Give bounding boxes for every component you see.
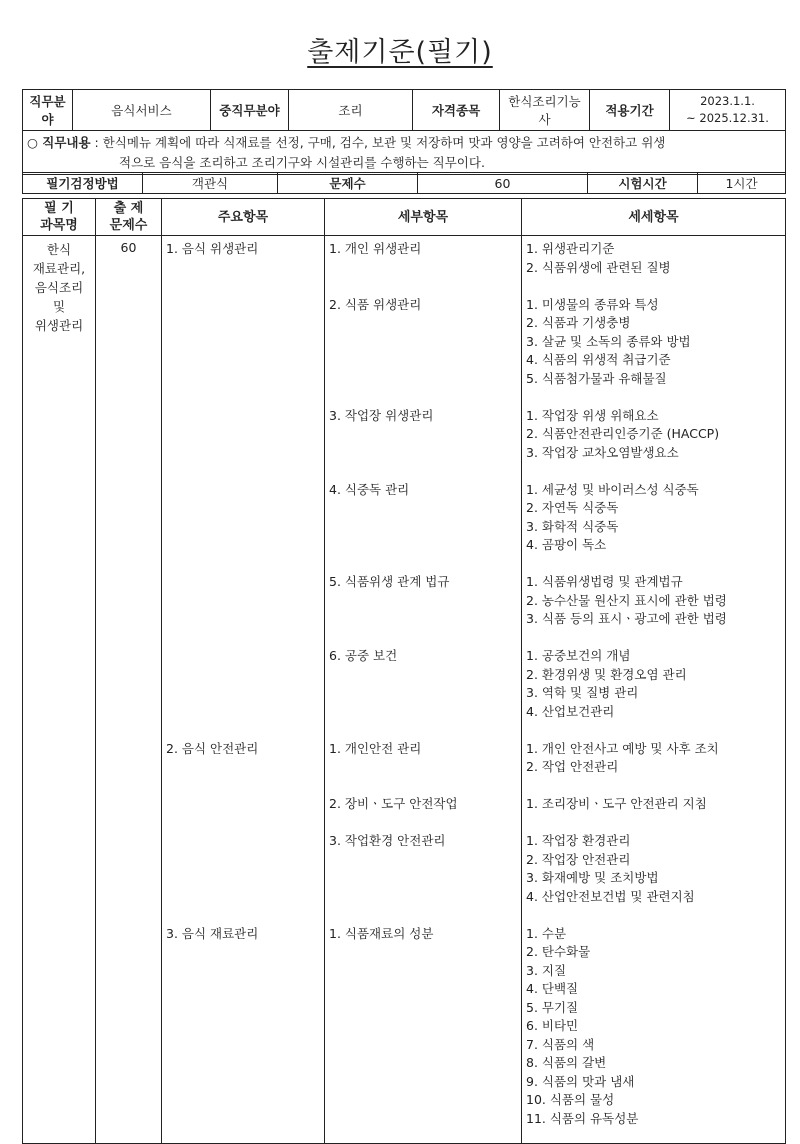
detail-item: 1. 위생관리기준 xyxy=(526,241,615,256)
job-field-label: 직무분야 xyxy=(23,90,73,131)
detail-item: 8. 식품의 갈변 xyxy=(526,1055,607,1070)
detail-item: 2. 작업 안전관리 xyxy=(526,759,619,774)
header-sub-items: 세부항목 xyxy=(325,199,522,236)
detail-item: 4. 단백질 xyxy=(526,981,579,996)
detail-item: 2. 작업장 안전관리 xyxy=(526,851,631,867)
time-label: 시험시간 xyxy=(588,173,698,194)
detail-item: 4. 곰팡이 독소 xyxy=(526,537,607,552)
main-item: 1. 음식 위생관리 xyxy=(166,241,259,256)
detail-item: 4. 산업안전보건법 및 관련지침 xyxy=(526,888,695,904)
detail-item: 2. 식품과 기생충병 xyxy=(526,315,631,330)
detail-item: 5. 식품첨가물과 유해물질 xyxy=(526,370,667,386)
exam-method-table xyxy=(22,172,786,194)
subject-line: 재료관리, xyxy=(32,261,86,276)
detail-item: 7. 식품의 색 xyxy=(526,1036,595,1052)
detail-item: 3. 역학 및 질병 관리 xyxy=(526,685,639,700)
detail-item: 3. 지질 xyxy=(526,962,567,978)
question-count-cell xyxy=(96,236,162,1144)
detail-item: 4. 식품의 위생적 취급기준 xyxy=(526,352,671,367)
subject-line: 음식조리 xyxy=(34,280,84,295)
count-label: 문제수 xyxy=(278,173,418,194)
subject-cell xyxy=(23,236,96,1144)
period-value xyxy=(670,90,786,131)
detail-item: 2. 자연독 식중독 xyxy=(526,500,619,515)
sub-item: 1. 개인 위생관리 xyxy=(329,241,422,256)
header-details: 세세항목 xyxy=(522,199,786,236)
job-field-value: 음식서비스 xyxy=(73,90,211,131)
detail-item: 1. 식품위생법령 및 관계법규 xyxy=(526,574,683,589)
sub-item: 3. 작업환경 안전관리 xyxy=(329,833,446,848)
header-subject-line2: 과목명 xyxy=(40,218,78,233)
header-count xyxy=(96,199,162,236)
duties-cell xyxy=(23,131,786,175)
detail-item: 1. 미생물의 종류와 특성 xyxy=(526,296,659,312)
detail-item: 3. 화학적 식중독 xyxy=(526,518,619,534)
detail-item: 1. 개인 안전사고 예방 및 사후 조치 xyxy=(526,740,719,756)
subject-line: 위생관리 xyxy=(34,318,84,333)
detail-item: 5. 무기질 xyxy=(526,999,579,1015)
sub-item: 4. 식중독 관리 xyxy=(329,481,410,497)
detail-item: 2. 농수산물 원산지 표시에 관한 법령 xyxy=(526,592,727,608)
mid-field-label: 중직무분야 xyxy=(211,90,289,131)
detail-item: 2. 탄수화물 xyxy=(526,944,591,959)
period-label: 적용기간 xyxy=(590,90,670,131)
page-title: 출제기준(필기) xyxy=(307,37,493,68)
main-items-cell xyxy=(162,236,325,1144)
time-value: 1시간 xyxy=(698,173,786,194)
main-item: 2. 음식 안전관리 xyxy=(166,740,259,756)
header-subject-line1: 필 기 xyxy=(44,201,74,216)
header-count-line1: 출 제 xyxy=(113,201,144,216)
detail-item: 3. 식품 등의 표시ㆍ광고에 관한 법령 xyxy=(526,611,727,626)
detail-item: 10. 식품의 물성 xyxy=(526,1092,615,1107)
detail-item: 2. 식품위생에 관련된 질병 xyxy=(526,259,671,275)
detail-item: 2. 환경위생 및 환경오염 관리 xyxy=(526,666,687,682)
detail-item: 4. 산업보건관리 xyxy=(526,703,615,719)
detail-item: 1. 공중보건의 개념 xyxy=(526,648,631,663)
header-subject xyxy=(23,199,96,236)
detail-item: 3. 살균 및 소독의 종류와 방법 xyxy=(526,333,691,349)
sub-item: 5. 식품위생 관계 법규 xyxy=(329,574,450,589)
sub-items-cell xyxy=(325,236,522,1144)
duties-line2: 적으로 음식을 조리하고 조리기구와 시설관리를 수행하는 직무이다. xyxy=(119,154,485,170)
cert-label: 자격종목 xyxy=(413,90,500,131)
main-item: 3. 음식 재료관리 xyxy=(166,925,259,941)
detail-item: 3. 화재예방 및 조치방법 xyxy=(526,870,659,885)
sub-item: 1. 식품재료의 성분 xyxy=(329,925,434,941)
detail-item: 1. 작업장 환경관리 xyxy=(526,833,631,848)
question-count: 60 xyxy=(120,240,137,255)
detail-item: 1. 세균성 및 바이러스성 식중독 xyxy=(526,481,699,497)
detail-item: 1. 수분 xyxy=(526,925,567,941)
period-end: ~ 2025.12.31. xyxy=(686,111,769,125)
sub-item: 1. 개인안전 관리 xyxy=(329,740,422,756)
detail-item: 1. 조리장비ㆍ도구 안전관리 지침 xyxy=(526,796,707,811)
detail-item: 9. 식품의 맛과 냄새 xyxy=(526,1073,635,1089)
detail-item: 1. 작업장 위생 위해요소 xyxy=(526,407,659,423)
subject-line: 한식 xyxy=(46,242,72,257)
sub-item: 6. 공중 보건 xyxy=(329,648,398,663)
duties-line1: : 한식메뉴 계획에 따라 식재료를 선정, 구매, 검수, 보관 및 저장하며 맛과 영양을 고려하여 안전하고 위생 xyxy=(94,134,666,150)
method-value: 객관식 xyxy=(143,173,278,194)
detail-item: 11. 식품의 유독성분 xyxy=(526,1110,639,1126)
detail-item: 6. 비타민 xyxy=(526,1018,579,1033)
mid-field-value: 조리 xyxy=(289,90,413,131)
details-cell xyxy=(522,236,786,1144)
subject-line: 및 xyxy=(52,299,66,314)
exam-info-table xyxy=(22,89,786,175)
criteria-table xyxy=(22,198,786,1144)
header-count-line2: 문제수 xyxy=(109,218,148,233)
sub-item: 2. 장비ㆍ도구 안전작업 xyxy=(329,796,458,811)
detail-item: 2. 식품안전관리인증기준 (HACCP) xyxy=(526,426,720,441)
period-start: 2023.1.1. xyxy=(700,94,755,108)
method-label: 필기검정방법 xyxy=(23,173,143,194)
header-main-items: 주요항목 xyxy=(162,199,325,236)
detail-item: 3. 작업장 교차오염발생요소 xyxy=(526,444,679,460)
duties-label: ○ 직무내용 xyxy=(27,134,91,150)
sub-item: 2. 식품 위생관리 xyxy=(329,296,422,312)
sub-item: 3. 작업장 위생관리 xyxy=(329,407,434,423)
cert-value: 한식조리기능사 xyxy=(500,90,590,131)
count-value: 60 xyxy=(418,173,588,194)
